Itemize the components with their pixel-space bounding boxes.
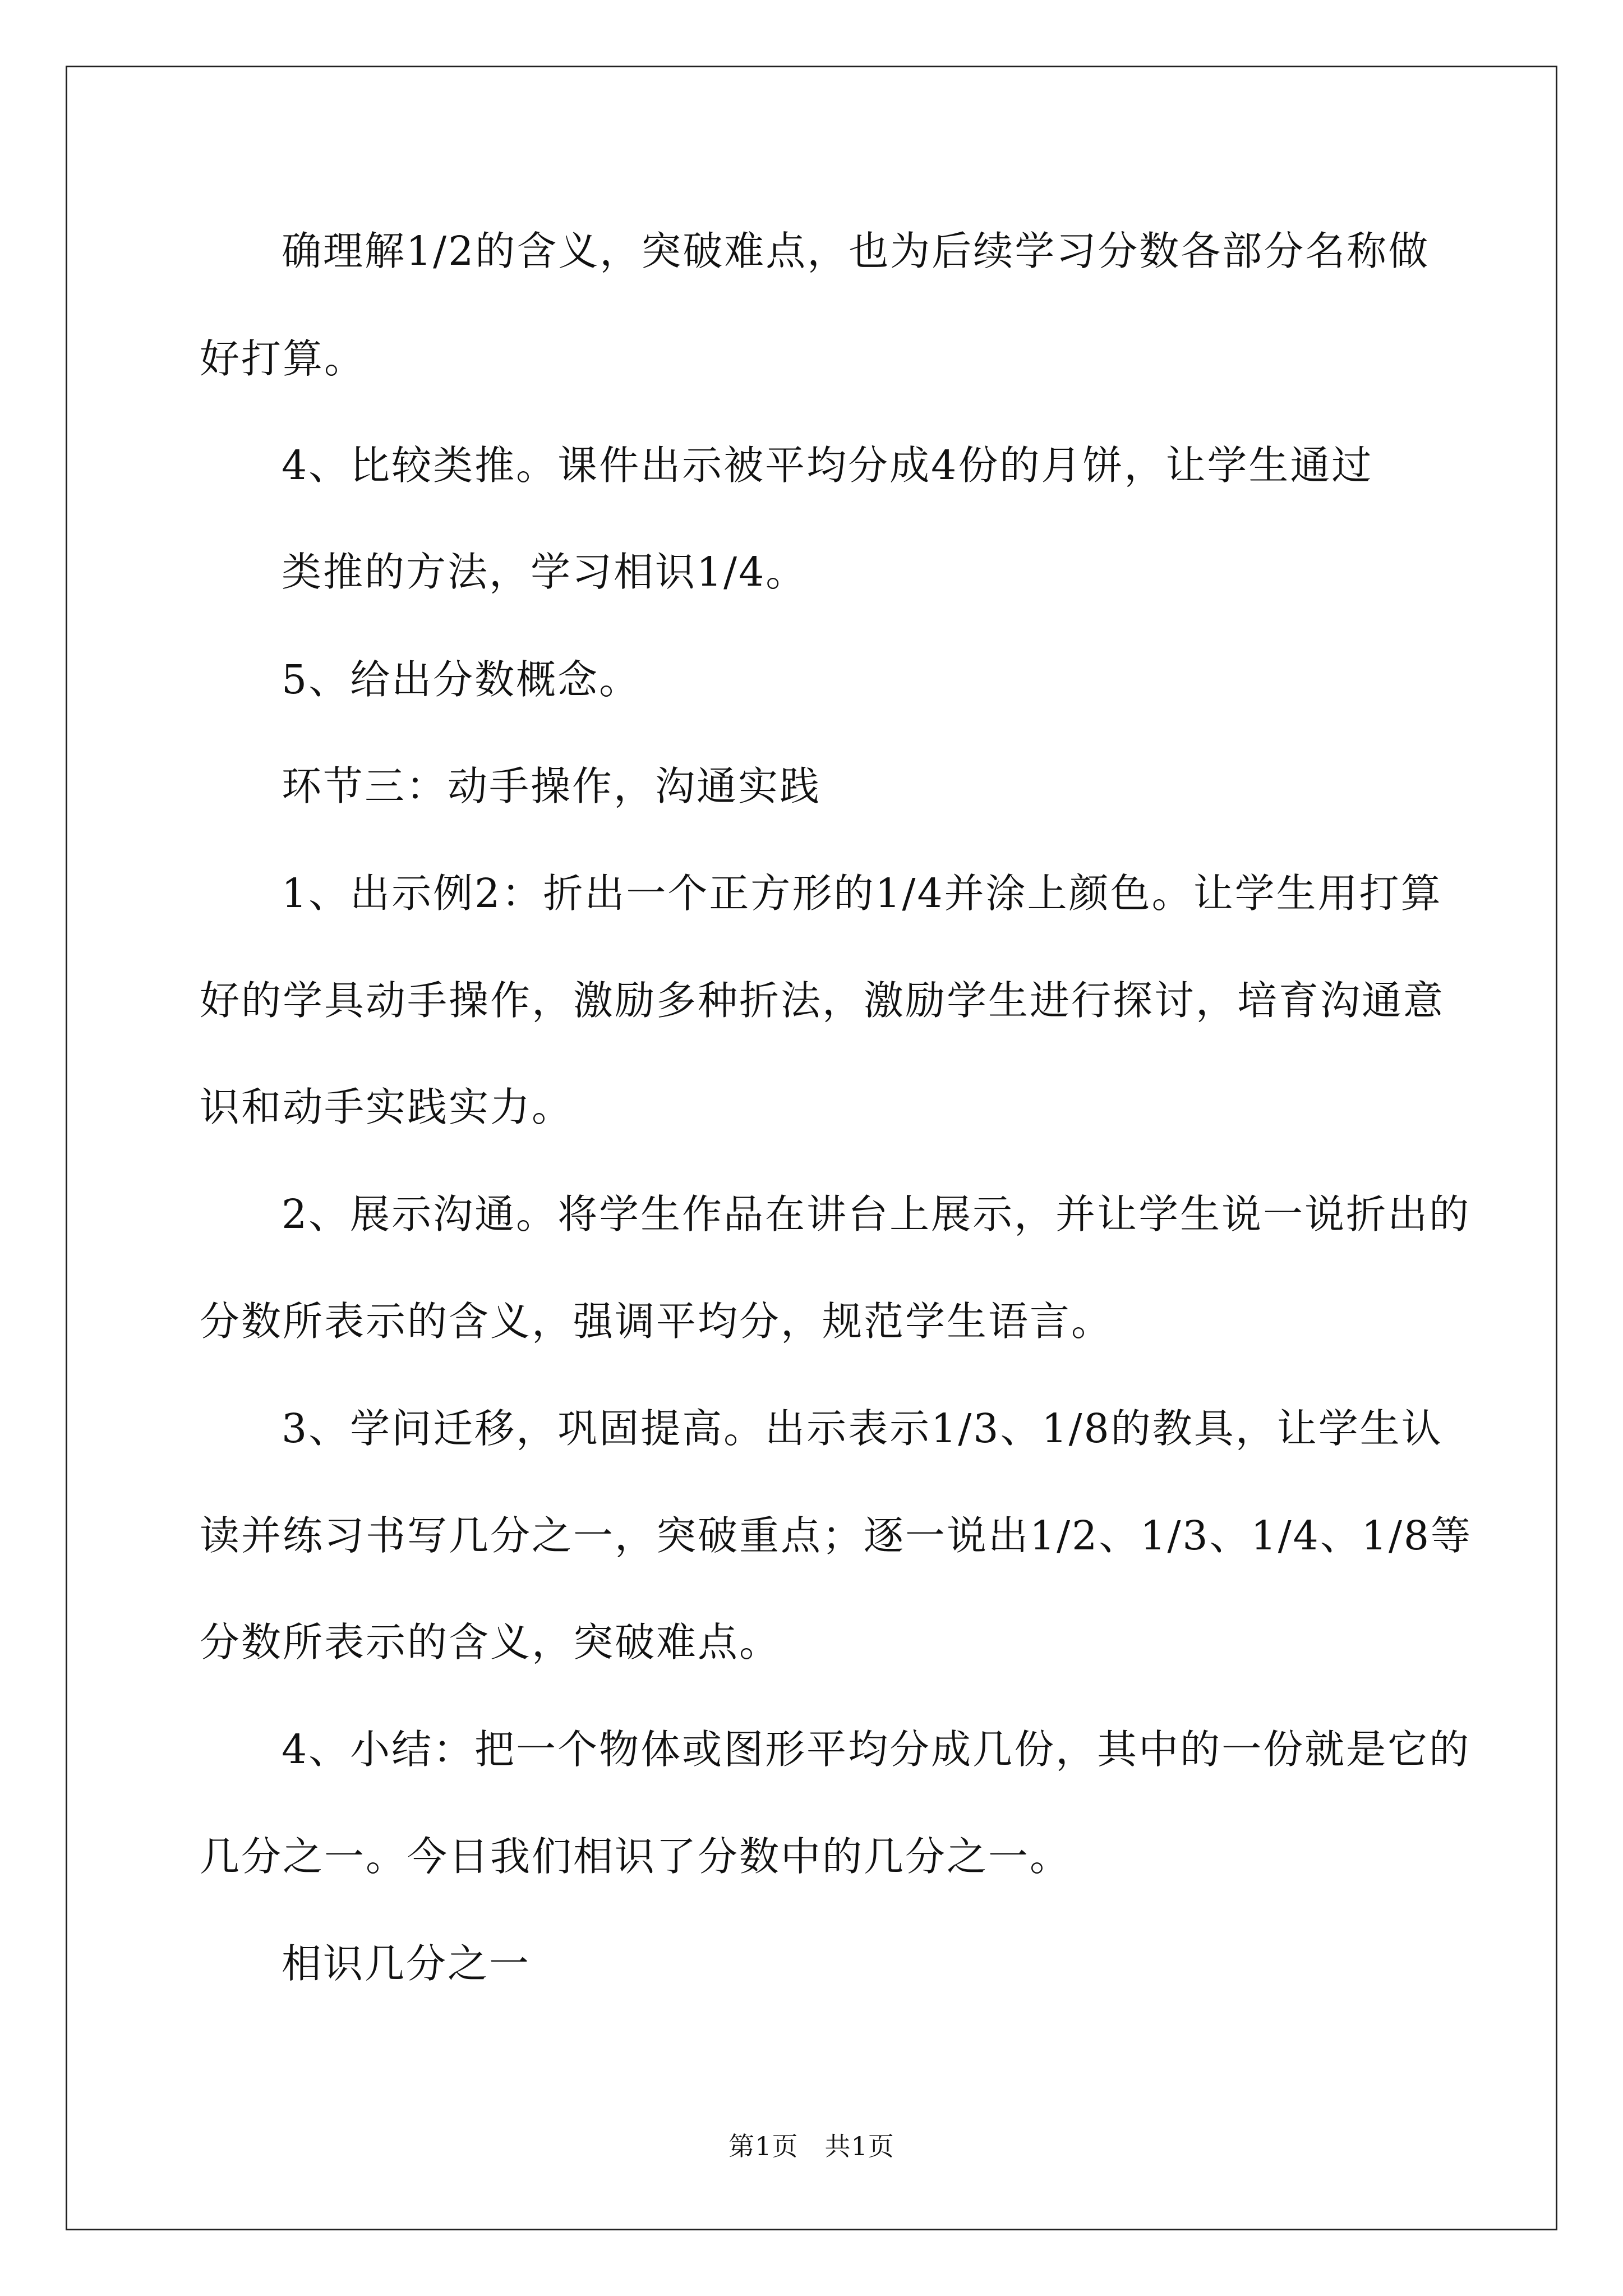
text-line: 类推的方法，学习相识1/4。 xyxy=(282,549,808,595)
text-line: 分数所表示的含义，强调平均分，规范学生语言。 xyxy=(200,1298,1113,1345)
text-line: 4、比较类推。课件出示被平均分成4份的月饼，让学生通过 xyxy=(282,442,1373,489)
text-line: 5、给出分数概念。 xyxy=(282,656,641,703)
text-line: 几分之一。今日我们相识了分数中的几分之一。 xyxy=(200,1833,1072,1880)
text-line: 4、小结：把一个物体或图形平均分成几份，其中的一份就是它的 xyxy=(282,1726,1471,1773)
text-line: 1、出示例2：折出一个正方形的1/4并涂上颜色。让学生用打算 xyxy=(282,870,1442,917)
section-title: 相识几分之一 xyxy=(282,1940,531,1987)
text-line: 确理解1/2的含义，突破难点，也为后续学习分数各部分名称做 xyxy=(282,228,1430,274)
text-line: 识和动手实践实力。 xyxy=(200,1084,574,1130)
section-heading: 环节三：动手操作，沟通实践 xyxy=(282,763,822,809)
page-border xyxy=(66,66,1557,2230)
text-line: 好的学具动手操作，激励多种折法，激励学生进行探讨，培育沟通意 xyxy=(200,977,1445,1024)
text-line: 好打算。 xyxy=(200,335,366,382)
text-line: 2、展示沟通。将学生作品在讲台上展示，并让学生说一说折出的 xyxy=(282,1191,1471,1237)
text-line: 读并练习书写几分之一，突破重点；逐一说出1/2、1/3、1/4、1/8等 xyxy=(200,1512,1473,1559)
page-footer: 第1页 共1页 xyxy=(728,2131,895,2161)
text-line: 分数所表示的含义，突破难点。 xyxy=(200,1619,781,1665)
text-line: 3、学问迁移，巩固提高。出示表示1/3、1/8的教具，让学生认 xyxy=(282,1405,1443,1452)
